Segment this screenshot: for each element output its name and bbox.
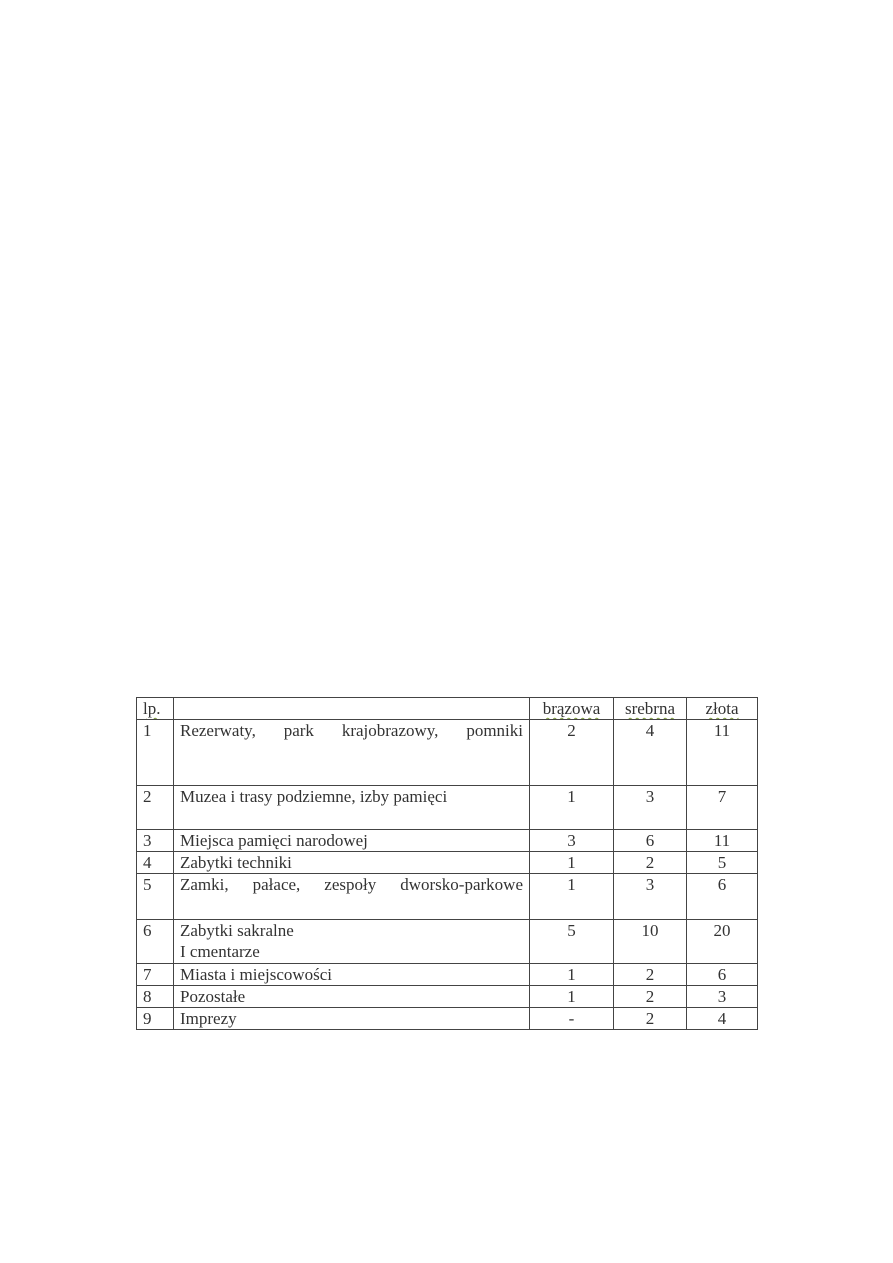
row-silver: 4 [614, 720, 687, 786]
header-name [174, 698, 530, 720]
row-name: Zamki, pałace, zespoły dworsko-parkowe [174, 874, 530, 920]
row-name: Zabytki techniki [174, 852, 530, 874]
table-row [137, 986, 758, 1008]
row-lp: 3 [137, 830, 174, 852]
table-row [137, 964, 758, 986]
row-gold: 11 [687, 830, 758, 852]
row-silver: 2 [614, 964, 687, 986]
table-row [137, 830, 758, 852]
row-brown: 2 [530, 720, 614, 786]
row-lp: 4 [137, 852, 174, 874]
row-brown: 3 [530, 830, 614, 852]
table-row [137, 786, 758, 830]
header-brown: brązowa [530, 698, 614, 720]
table-row [137, 1008, 758, 1030]
table-row [137, 720, 758, 786]
row-name: Miejsca pamięci narodowej [174, 830, 530, 852]
row-gold: 6 [687, 874, 758, 920]
row-silver: 2 [614, 986, 687, 1008]
row-name: Imprezy [174, 1008, 530, 1030]
row-gold: 20 [687, 920, 758, 964]
row-gold: 3 [687, 986, 758, 1008]
row-name [174, 920, 530, 964]
row-lp: 9 [137, 1008, 174, 1030]
row-gold: 5 [687, 852, 758, 874]
row-brown: 1 [530, 874, 614, 920]
table-row [137, 874, 758, 920]
row-silver: 3 [614, 874, 687, 920]
row-name-line1: Zabytki sakralne [180, 921, 294, 940]
badge-points-table [136, 697, 758, 1030]
row-lp: 1 [137, 720, 174, 786]
row-name: Rezerwaty, park krajobrazowy, pomniki [174, 720, 530, 786]
table-header-row [137, 698, 758, 720]
row-gold: 7 [687, 786, 758, 830]
header-lp: lp. [137, 698, 174, 720]
row-brown: 1 [530, 786, 614, 830]
row-name: Miasta i miejscowości [174, 964, 530, 986]
row-gold: 11 [687, 720, 758, 786]
row-brown: - [530, 1008, 614, 1030]
row-gold: 6 [687, 964, 758, 986]
row-silver: 3 [614, 786, 687, 830]
row-name: Pozostałe [174, 986, 530, 1008]
row-brown: 1 [530, 852, 614, 874]
row-brown: 1 [530, 986, 614, 1008]
row-lp: 6 [137, 920, 174, 964]
row-lp: 5 [137, 874, 174, 920]
row-name-line2: I cmentarze [180, 942, 260, 961]
row-silver: 2 [614, 852, 687, 874]
header-gold: złota [687, 698, 758, 720]
row-brown: 1 [530, 964, 614, 986]
row-lp: 8 [137, 986, 174, 1008]
header-silver: srebrna [614, 698, 687, 720]
row-brown: 5 [530, 920, 614, 964]
row-lp: 2 [137, 786, 174, 830]
row-gold: 4 [687, 1008, 758, 1030]
row-silver: 2 [614, 1008, 687, 1030]
table-row [137, 920, 758, 964]
table-row [137, 852, 758, 874]
row-name: Muzea i trasy podziemne, izby pamięci [174, 786, 530, 830]
row-silver: 10 [614, 920, 687, 964]
row-silver: 6 [614, 830, 687, 852]
row-lp: 7 [137, 964, 174, 986]
